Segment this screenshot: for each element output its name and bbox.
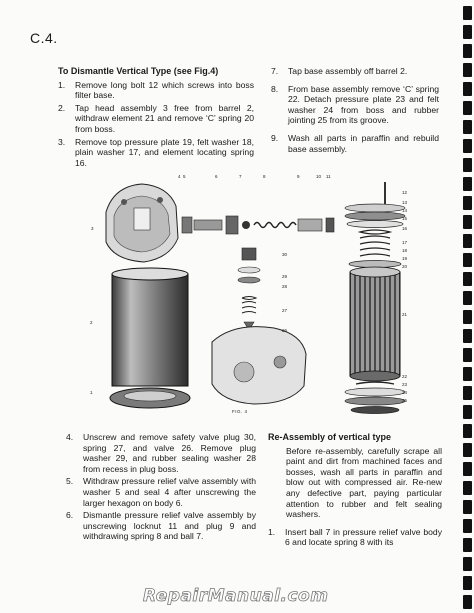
step-item: 7. Tap base assembly off barrel 2.: [271, 66, 408, 76]
reassembly-column: [268, 432, 442, 550]
binding-tab: [463, 196, 472, 210]
callout-14: 14: [402, 208, 408, 213]
callout-23: 23: [402, 382, 408, 387]
callout-1: 1: [90, 390, 93, 395]
callout-21: 21: [402, 312, 408, 317]
step-item: 1. Remove long bolt 12 which screws into boss filter base.: [58, 79, 254, 101]
reassembly-steps: [268, 527, 442, 548]
dismantle-heading: To Dismantle Vertical Type (see Fig.4): [58, 66, 219, 76]
step-item: 8. From base assembly remove ‘C’ spring 22. Detach pressure plate 23 and felt washer 24 from boss and rubber jointing 25 from its groove.: [271, 83, 439, 126]
callout-17: 17: [402, 240, 408, 245]
step-item: 3. Remove top pressure plate 19, felt washer 18, plain washer 17, and element locating spring 16.: [58, 136, 254, 168]
callout-4: 4: [178, 174, 181, 179]
binding-tab: [463, 82, 472, 96]
callout-30: 30: [282, 252, 288, 257]
binding-tab: [463, 272, 472, 286]
watermark-text: RepairManual.com: [143, 586, 329, 606]
filter-barrel: [112, 268, 188, 386]
binding-tab: [463, 443, 472, 457]
binding-tab: [463, 462, 472, 476]
binding-tab: [463, 310, 472, 324]
binding-tab: [463, 500, 472, 514]
dismantle-right-steps: [271, 66, 439, 154]
base-assembly: [212, 327, 306, 404]
relief-valve-parts: [182, 216, 334, 234]
binding-tab: [463, 557, 472, 571]
callout-8: 8: [263, 174, 266, 179]
step-item: 9. Wash all parts in paraffin and rebuild base assembly.: [271, 132, 439, 154]
exploded-filter-diagram: [84, 172, 414, 422]
callout-26: 26: [282, 328, 288, 333]
dismantle-steps: [58, 80, 254, 169]
binding-tab: [463, 234, 472, 248]
callout-10: 10: [316, 174, 322, 179]
binding-tab: [463, 177, 472, 191]
callout-7: 7: [239, 174, 242, 179]
callout-24: 24: [402, 390, 408, 395]
binding-tab: [463, 253, 472, 267]
reassembly-heading: Re-Assembly of vertical type: [268, 432, 392, 442]
reassembly-intro: Before re-assembly, carefully scrape all paint and dirt from machined faces and bosses, wash all parts in paraffin and blow out with compressed air. Re-new any defective part, paying particular attention to rubber and felt sealing washers.: [286, 445, 442, 520]
binding-tab: [463, 139, 472, 153]
step-item: 4. Unscrew and remove safety valve plug 30, spring 27, and valve 26. Remove plug washer 29, and rubber sealing washer 28 from recess in plug boss.: [66, 432, 256, 474]
safety-valve-parts: [238, 248, 260, 330]
callout-28: 28: [282, 284, 288, 289]
step-item: 1. Insert ball 7 in pressure relief valve body 6 and locate spring 8 with its: [268, 526, 442, 548]
callout-3: 3: [91, 226, 94, 231]
step-item: 5. Withdraw pressure relief valve assembly with washer 5 and seal 4 after unscrewing the larger hexagon on body 6.: [66, 476, 256, 508]
callout-5: 5: [183, 174, 186, 179]
callout-20: 20: [402, 264, 408, 269]
binding-tab: [463, 215, 472, 229]
callout-11: 11: [326, 174, 331, 179]
callout-15: 15: [402, 216, 408, 221]
binding-tab: [463, 405, 472, 419]
callout-6: 6: [215, 174, 218, 179]
callout-22: 22: [402, 374, 408, 379]
binding-tab: [463, 291, 472, 305]
callout-12: 12: [402, 190, 408, 195]
callout-13: 13: [402, 200, 408, 205]
binding-tab: [463, 519, 472, 533]
binding-tab: [463, 63, 472, 77]
binding-tab: [463, 120, 472, 134]
binding-tab: [463, 386, 472, 400]
binding-tab: [463, 576, 472, 590]
dismantle-column: [58, 66, 254, 170]
binding-tab: [463, 101, 472, 115]
callout-18: 18: [402, 248, 408, 253]
binding-tab: [463, 538, 472, 552]
callout-27: 27: [282, 308, 288, 313]
binding-tab: [463, 424, 472, 438]
step-item: 2. Tap head assembly 3 free from barrel 2, withdraw element 21 and remove ‘C’ spring 20 from boss.: [58, 102, 254, 134]
step-item: 6. Dismantle pressure relief valve assembly by unscrewing locknut 11 and plug 9 and withdrawing spring 8 and ball 7.: [66, 510, 256, 542]
spiral-binding: [458, 0, 474, 613]
binding-tab: [463, 348, 472, 362]
callout-2: 2: [90, 320, 93, 325]
felt-washer: [110, 388, 190, 408]
callout-25: 25: [402, 398, 408, 403]
valve-steps-column: [66, 432, 256, 544]
section-number: C.4.: [30, 30, 58, 46]
callout-9: 9: [297, 174, 300, 179]
binding-tab: [463, 25, 472, 39]
callout-16: 16: [402, 226, 408, 231]
binding-tab: [463, 6, 472, 20]
callout-19: 19: [402, 256, 408, 261]
dismantle-right-column: [271, 66, 439, 161]
binding-tab: [463, 44, 472, 58]
filter-element: [350, 267, 400, 381]
binding-tab: [463, 367, 472, 381]
binding-tab: [463, 481, 472, 495]
callout-29: 29: [282, 274, 288, 279]
figure-caption: FIG. 4: [232, 409, 248, 414]
element-top-parts: [345, 182, 405, 268]
head-assembly: [106, 184, 178, 262]
binding-tab: [463, 158, 472, 172]
binding-tab: [463, 595, 472, 609]
binding-tab: [463, 329, 472, 343]
valve-steps: [66, 432, 256, 542]
element-lower-parts: [345, 382, 405, 414]
